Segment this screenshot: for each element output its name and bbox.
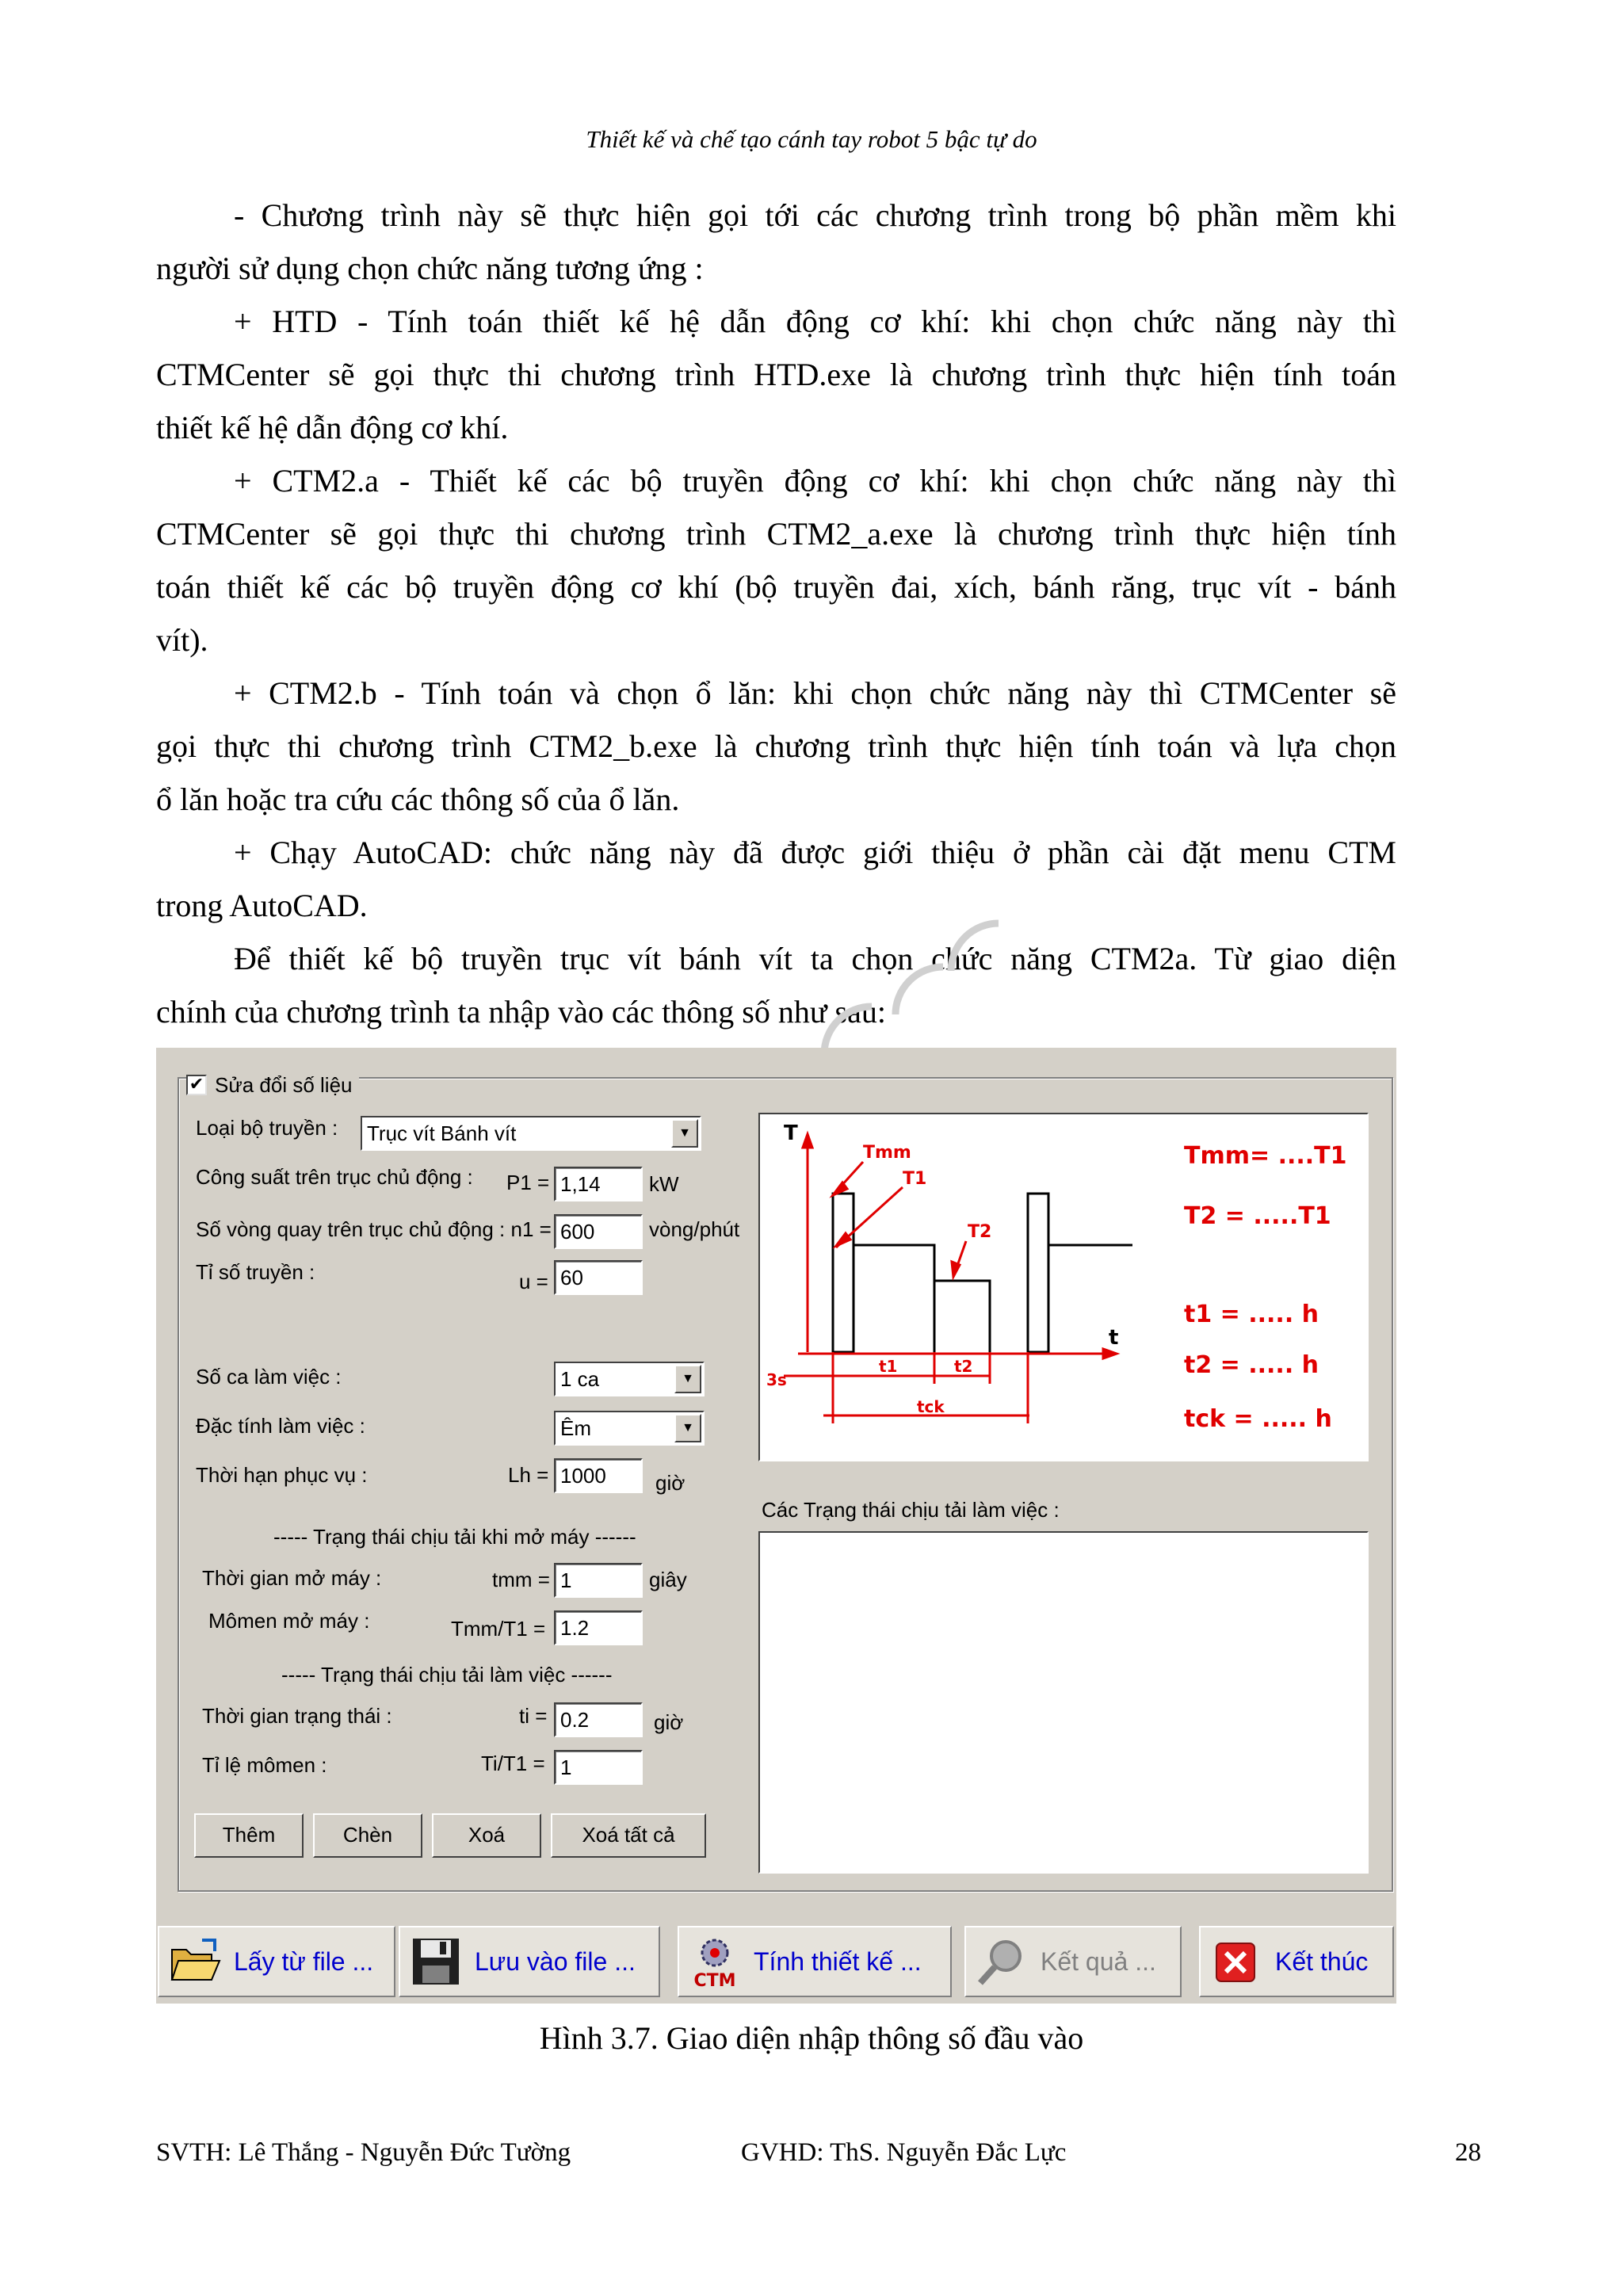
startup-moment-var: Tmm/T1 =	[451, 1617, 546, 1641]
paragraph-2-line-3: thiết kế hệ dẫn động cơ khí.	[156, 410, 509, 445]
result-button[interactable]	[964, 1926, 1182, 1997]
paragraph-3-line-3: toán thiết kế các bộ truyền động cơ khí (bộ truyền đai, xích, bánh răng, trục vít - bánh	[156, 569, 1396, 605]
ratio-var: u =	[519, 1270, 548, 1293]
startup-time-unit: giây	[649, 1568, 687, 1591]
drive-type-label: Loại bộ truyền :	[196, 1116, 338, 1140]
work-section-header: ----- Trạng thái chịu tải làm việc ------	[281, 1663, 613, 1687]
paragraph-5-line-1: + Chạy AutoCAD: chức năng này đã được giới thiệu ở phần cài đặt menu CTM	[234, 835, 1396, 870]
power-var: P1 =	[506, 1171, 550, 1194]
speed-input[interactable]: 600	[554, 1214, 643, 1249]
state-time-input[interactable]: 0.2	[554, 1702, 643, 1737]
insert-button[interactable]: Chèn	[313, 1813, 422, 1858]
load-diagram-graphic	[760, 1114, 1367, 1460]
life-input[interactable]: 1000	[554, 1458, 643, 1493]
load-from-file-label: Lấy từ file ...	[234, 1946, 374, 1976]
moment-ratio-input[interactable]: 1	[554, 1750, 643, 1785]
startup-time-var: tmm =	[492, 1568, 550, 1591]
diagram-t1-time-label: t1	[879, 1357, 898, 1376]
paragraph-6-line-1: Để thiết kế bộ truyền trục vít bánh vít ta chọn chức năng CTM2a. Từ giao diện	[234, 941, 1396, 976]
startup-time-input[interactable]: 1	[554, 1563, 643, 1598]
paragraph-3-line-2: CTMCenter sẽ gọi thực thi chương trình CTM2_a.exe là chương trình thực hiện tính	[156, 516, 1396, 552]
footer-advisor: GVHD: ThS. Nguyễn Đắc Lực	[741, 2138, 1067, 2167]
startup-time-label: Thời gian mở máy :	[202, 1566, 382, 1590]
state-time-unit: giờ	[654, 1710, 684, 1734]
speed-unit: vòng/phút	[649, 1217, 740, 1241]
life-label: Thời hạn phục vụ :	[196, 1463, 368, 1487]
eq-t1-hours: t1 = ..... h	[1184, 1301, 1319, 1328]
calculate-design-button[interactable]	[678, 1926, 952, 1997]
edit-data-checkbox[interactable]	[186, 1072, 359, 1098]
ratio-label: Tỉ số truyền :	[196, 1260, 315, 1284]
delete-all-button[interactable]: Xoá tất cả	[551, 1813, 706, 1858]
diagram-t2-label: T2	[968, 1222, 992, 1242]
exit-label: Kết thúc	[1275, 1946, 1369, 1976]
figure-caption: Hình 3.7. Giao diện nhập thông số đầu vào	[539, 2020, 1084, 2056]
shifts-select[interactable]	[554, 1362, 705, 1396]
character-label: Đặc tính làm việc :	[196, 1414, 365, 1438]
add-button[interactable]: Thêm	[194, 1813, 304, 1858]
startup-moment-label: Mômen mở máy :	[208, 1609, 370, 1633]
paragraph-4-line-2: gọi thực thi chương trình CTM2_b.exe là chương trình thực hiện tính toán và lựa chọn	[156, 728, 1396, 764]
floppy-disk-icon	[408, 1934, 464, 1989]
axis-time-label: t	[1109, 1326, 1119, 1350]
paragraph-1-line-2: người sử dụng chọn chức năng tương ứng :	[156, 250, 704, 286]
paragraph-4-line-3: ổ lăn hoặc tra cứu các thông số của ổ lăn.	[156, 781, 680, 817]
paragraph-6-line-2: chính của chương trình ta nhập vào các thông số như sau:	[156, 994, 886, 1030]
check-icon: ✔	[186, 1075, 207, 1095]
power-unit: kW	[649, 1172, 679, 1196]
load-diagram	[758, 1113, 1369, 1461]
life-var: Lh =	[508, 1463, 549, 1487]
diagram-3s-label: 3s	[766, 1370, 787, 1389]
power-input[interactable]: 1,14	[554, 1167, 643, 1201]
power-label: Công suất trên trục chủ động :	[196, 1165, 473, 1189]
startup-moment-input[interactable]: 1.2	[554, 1610, 643, 1645]
paragraph-2-line-2: CTMCenter sẽ gọi thực thi chương trình HTD.exe là chương trình thực hiện tính toán	[156, 357, 1396, 392]
chevron-down-icon[interactable]: ▼	[671, 1119, 698, 1148]
paragraph-4-line-1: + CTM2.b - Tính toán và chọn ổ lăn: khi chọn chức năng này thì CTMCenter sẽ	[234, 675, 1396, 711]
chevron-down-icon[interactable]: ▼	[674, 1414, 701, 1442]
input-dialog-screenshot	[156, 1048, 1396, 2004]
diagram-t2-time-label: t2	[954, 1357, 973, 1376]
magnifier-icon	[974, 1934, 1029, 1989]
ratio-input[interactable]: 60	[554, 1260, 643, 1295]
drive-type-select[interactable]	[361, 1116, 701, 1151]
moment-ratio-label: Tỉ lệ mômen :	[202, 1753, 327, 1777]
running-header: Thiết kế và chế tạo cánh tay robot 5 bậc tự do	[586, 125, 1037, 153]
exit-button[interactable]	[1199, 1926, 1394, 1997]
eq-t2-hours: t2 = ..... h	[1184, 1351, 1319, 1379]
character-select[interactable]	[554, 1411, 705, 1446]
save-to-file-label: Lưu vào file ...	[475, 1946, 636, 1976]
open-folder-icon	[167, 1934, 223, 1989]
eq-tmm: Tmm= ....T1	[1184, 1142, 1347, 1170]
paragraph-5-line-2: trong AutoCAD.	[156, 888, 368, 923]
states-listbox[interactable]	[758, 1531, 1369, 1874]
page-number: 28	[1455, 2138, 1481, 2167]
life-unit: giờ	[655, 1471, 685, 1495]
footer-students: SVTH: Lê Thắng - Nguyễn Đức Tường	[156, 2138, 571, 2167]
chevron-down-icon[interactable]: ▼	[674, 1365, 701, 1393]
shifts-value: 1 ca	[560, 1367, 600, 1391]
paragraph-3-line-1: + CTM2.a - Thiết kế các bộ truyền động cơ khí: khi chọn chức năng này thì	[234, 463, 1396, 499]
diagram-tmm-label: Tmm	[863, 1143, 911, 1163]
result-label: Kết quả ...	[1041, 1946, 1156, 1976]
paragraph-1-line-1: - Chương trình này sẽ thực hiện gọi tới các chương trình trong bộ phần mềm khi	[234, 197, 1396, 233]
diagram-t1-label: T1	[903, 1169, 927, 1189]
paragraph-3-line-4: vít).	[156, 622, 208, 658]
ctm-logo-text: CTM	[693, 1971, 736, 1989]
calculate-design-label: Tính thiết kế ...	[754, 1946, 922, 1976]
close-icon	[1209, 1934, 1264, 1989]
state-time-var: ti =	[519, 1704, 548, 1728]
eq-t2: T2 = .....T1	[1184, 1202, 1331, 1230]
state-time-label: Thời gian trạng thái :	[202, 1704, 392, 1728]
edit-data-label: Sửa đổi số liệu	[215, 1072, 353, 1097]
paragraph-2-line-1: + HTD - Tính toán thiết kế hệ dẫn động cơ khí: khi chọn chức năng này thì	[234, 304, 1396, 339]
character-value: Êm	[560, 1416, 591, 1440]
eq-tck-hours: tck = ..... h	[1184, 1405, 1332, 1433]
delete-button[interactable]: Xoá	[432, 1813, 541, 1858]
shifts-label: Số ca làm việc :	[196, 1365, 342, 1389]
states-list-label: Các Trạng thái chịu tải làm việc :	[762, 1498, 1060, 1522]
save-to-file-button[interactable]	[399, 1926, 660, 1997]
axis-t-label: T	[784, 1121, 798, 1145]
diagram-tck-label: tck	[917, 1397, 945, 1416]
drive-type-value: Trục vít Bánh vít	[367, 1121, 517, 1145]
ctm-gear-icon	[687, 1934, 743, 1989]
load-from-file-button[interactable]	[158, 1926, 395, 1997]
moment-ratio-var: Ti/T1 =	[481, 1752, 545, 1775]
speed-label: Số vòng quay trên trục chủ động : n1 =	[196, 1217, 552, 1241]
startup-section-header: ----- Trạng thái chịu tải khi mở máy ------	[273, 1525, 636, 1549]
